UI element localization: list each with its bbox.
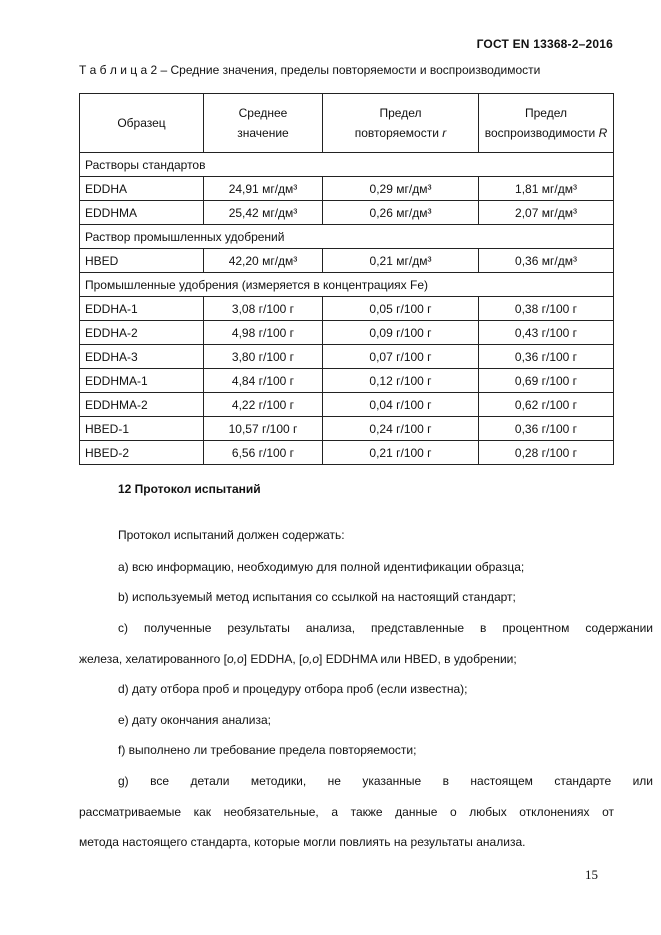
cell-repeatability: 0,26 мг/дм³ (323, 201, 479, 225)
cell-reproducibility: 0,28 г/100 г (479, 441, 614, 465)
cell-sample: EDDHMA (80, 201, 204, 225)
list-item-g-line3: метода настоящего стандарта, которые могли повлиять на результаты анализа. (79, 835, 526, 849)
cell-repeatability: 0,21 г/100 г (323, 441, 479, 465)
cell-sample: HBED-1 (80, 417, 204, 441)
header-reproducibility: Предел воспроизводимости R (479, 94, 614, 153)
table-row (80, 321, 614, 345)
cell-mean: 4,84 г/100 г (204, 369, 323, 393)
cell-sample: EDDHA-3 (80, 345, 204, 369)
cell-mean: 10,57 г/100 г (204, 417, 323, 441)
table-row (80, 345, 614, 369)
group-row (80, 225, 614, 249)
cell-mean: 4,98 г/100 г (204, 321, 323, 345)
cell-reproducibility: 0,36 г/100 г (479, 417, 614, 441)
cell-mean: 25,42 мг/дм³ (204, 201, 323, 225)
cell-repeatability: 0,21 мг/дм³ (323, 249, 479, 273)
cell-sample: EDDHA-1 (80, 297, 204, 321)
cell-sample: EDDHA-2 (80, 321, 204, 345)
list-item-g-line1: g) все детали методики, не указанные в настоящем стандарте или (118, 774, 653, 788)
cell-mean: 3,80 г/100 г (204, 345, 323, 369)
cell-sample: EDDHMA-1 (80, 369, 204, 393)
group-title: Раствор промышленных удобрений (80, 225, 614, 249)
paragraph-intro: Протокол испытаний должен содержать: (118, 528, 345, 542)
cell-reproducibility: 0,36 мг/дм³ (479, 249, 614, 273)
table-row (80, 297, 614, 321)
results-table (79, 93, 614, 465)
list-item-a: а) всю информацию, необходимую для полной идентификации образца; (118, 560, 525, 574)
cell-mean: 4,22 г/100 г (204, 393, 323, 417)
header-repeatability: Предел повторяемости r (323, 94, 479, 153)
cell-sample: EDDHMA-2 (80, 393, 204, 417)
cell-reproducibility: 0,38 г/100 г (479, 297, 614, 321)
table-caption: Т а б л и ц а 2 – Средние значения, пределы повторяемости и воспроизводимости (79, 63, 541, 77)
table-header-row (80, 94, 614, 153)
list-item-d: d) дату отбора проб и процедуру отбора проб (если известна); (118, 682, 468, 696)
table-row (80, 417, 614, 441)
cell-mean: 6,56 г/100 г (204, 441, 323, 465)
section-heading: 12 Протокол испытаний (118, 482, 261, 496)
header-sample: Образец (80, 94, 204, 153)
table-row (80, 201, 614, 225)
group-row (80, 153, 614, 177)
cell-mean: 24,91 мг/дм³ (204, 177, 323, 201)
cell-repeatability: 0,04 г/100 г (323, 393, 479, 417)
table-row (80, 393, 614, 417)
cell-sample: EDDHA (80, 177, 204, 201)
cell-sample: HBED (80, 249, 204, 273)
page-number: 15 (585, 867, 598, 882)
cell-reproducibility: 2,07 мг/дм³ (479, 201, 614, 225)
group-row (80, 273, 614, 297)
list-item-f: f) выполнено ли требование предела повторяемости; (118, 743, 417, 757)
cell-repeatability: 0,29 мг/дм³ (323, 177, 479, 201)
cell-reproducibility: 0,62 г/100 г (479, 393, 614, 417)
list-item-b: b) используемый метод испытания со ссылкой на настоящий стандарт; (118, 590, 516, 604)
cell-repeatability: 0,09 г/100 г (323, 321, 479, 345)
table-row (80, 249, 614, 273)
cell-repeatability: 0,07 г/100 г (323, 345, 479, 369)
header-mean: Среднее значение (204, 94, 323, 153)
group-title: Промышленные удобрения (измеряется в концентрациях Fe) (80, 273, 614, 297)
cell-mean: 42,20 мг/дм³ (204, 249, 323, 273)
cell-sample: HBED-2 (80, 441, 204, 465)
group-title: Растворы стандартов (80, 153, 614, 177)
cell-mean: 3,08 г/100 г (204, 297, 323, 321)
table-row (80, 369, 614, 393)
cell-repeatability: 0,12 г/100 г (323, 369, 479, 393)
list-item-c-line1: c) полученные результаты анализа, представленные в процентном содержании (118, 621, 653, 635)
table-row (80, 177, 614, 201)
cell-repeatability: 0,05 г/100 г (323, 297, 479, 321)
list-item-c-line2: железа, хелатированного [o,o] EDDHA, [o,o] EDDHMA или HBED, в удобрении; (79, 652, 517, 666)
cell-reproducibility: 1,81 мг/дм³ (479, 177, 614, 201)
cell-reproducibility: 0,36 г/100 г (479, 345, 614, 369)
cell-reproducibility: 0,43 г/100 г (479, 321, 614, 345)
cell-repeatability: 0,24 г/100 г (323, 417, 479, 441)
cell-reproducibility: 0,69 г/100 г (479, 369, 614, 393)
table-row (80, 441, 614, 465)
document-code: ГОСТ EN 13368-2–2016 (476, 37, 613, 51)
list-item-g-line2: рассматриваемые как необязательные, а также данные о любых отклонениях от (79, 805, 614, 819)
list-item-e: e) дату окончания анализа; (118, 713, 272, 727)
